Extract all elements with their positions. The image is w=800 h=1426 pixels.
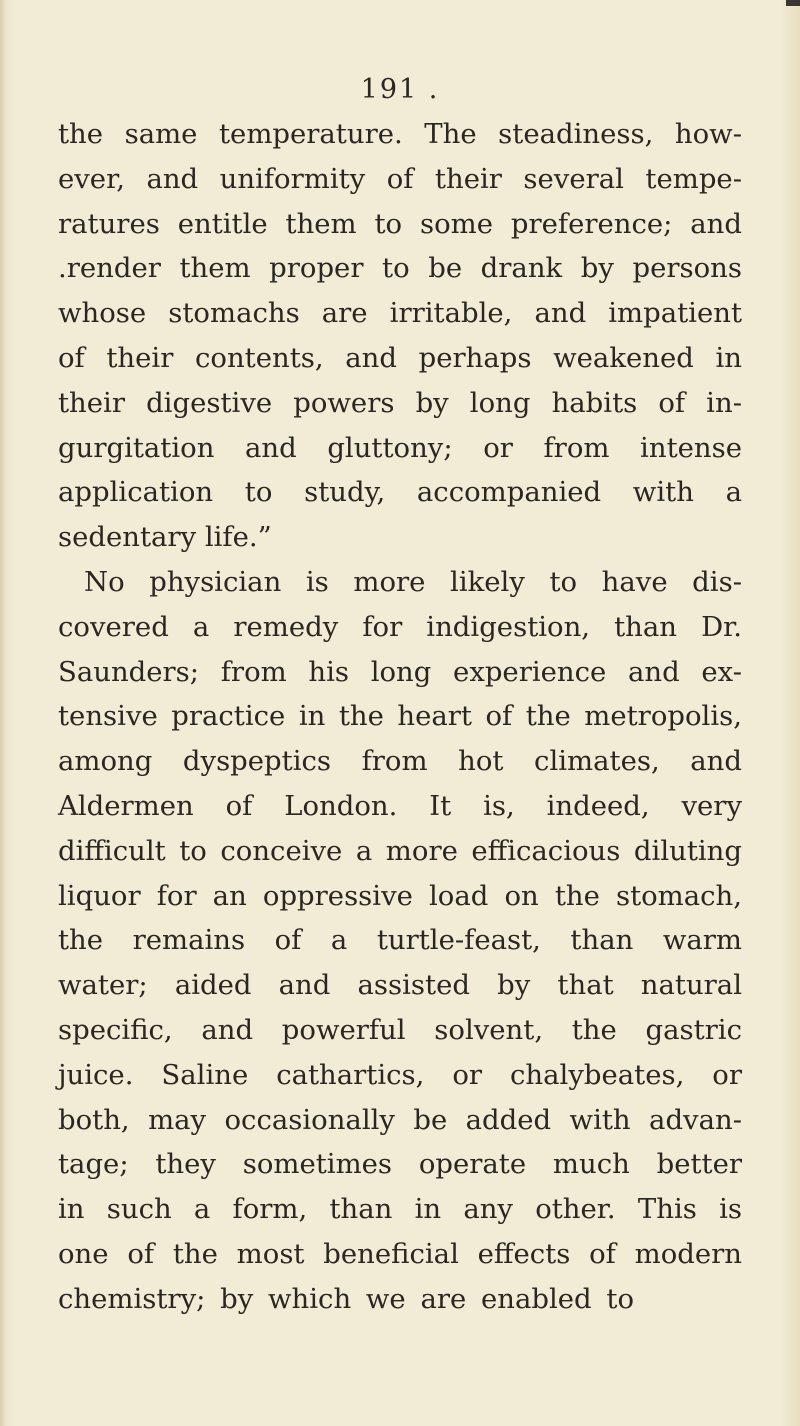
text-line: tage; they sometimes operate much better (58, 1148, 742, 1181)
text-line: juice. Saline cathartics, or chalybeates, or (58, 1058, 742, 1091)
text-line: liquor for an oppressive load on the stomach, (58, 879, 742, 912)
text-line: of their contents, and perhaps weakened in (58, 341, 742, 374)
text-line: application to study, accompanied with a (58, 476, 742, 509)
text-line: Saunders; from his long experience and ex- (58, 655, 742, 688)
text-line: one of the most beneficial effects of modern (58, 1237, 742, 1270)
text-line: difficult to conceive a more efficacious diluting (58, 834, 742, 867)
paragraph-start-line: No physician is more likely to have dis- (84, 565, 742, 598)
text-line: the same temperature. The steadiness, how- (58, 118, 742, 150)
text-line: chemistry; by which we are enabled to (58, 1282, 635, 1315)
text-line: ever, and uniformity of their several tempe- (58, 162, 742, 195)
text-line: Aldermen of London. It is, indeed, very (58, 789, 742, 822)
text-line: tensive practice in the heart of the metropolis, (58, 700, 742, 733)
text-line: covered a remedy for indigestion, than Dr. (58, 610, 742, 643)
body-text (58, 112, 742, 1322)
text-line: gurgitation and gluttony; or from intense (58, 431, 742, 464)
text-line: among dyspeptics from hot climates, and (58, 745, 742, 778)
text-line: whose stomachs are irritable, and impatient (58, 297, 742, 330)
text-line: in such a form, than in any other. This is (58, 1193, 742, 1226)
text-line: sedentary life.” (58, 521, 272, 554)
text-line: ratures entitle them to some preference; and (58, 207, 742, 240)
corner-mark (786, 0, 800, 6)
text-line: .render them proper to be drank by persons (58, 252, 742, 285)
text-line: water; aided and assisted by that natural (58, 969, 742, 1002)
text-line: their digestive powers by long habits of in- (58, 386, 742, 419)
text-line: the remains of a turtle-feast, than warm (58, 924, 742, 957)
text-line: specific, and powerful solvent, the gastric (58, 1013, 742, 1046)
page-number: 191 . (360, 74, 440, 105)
text-line: both, may occasionally be added with advan- (58, 1103, 742, 1136)
page-edge-shadow (0, 0, 6, 1426)
